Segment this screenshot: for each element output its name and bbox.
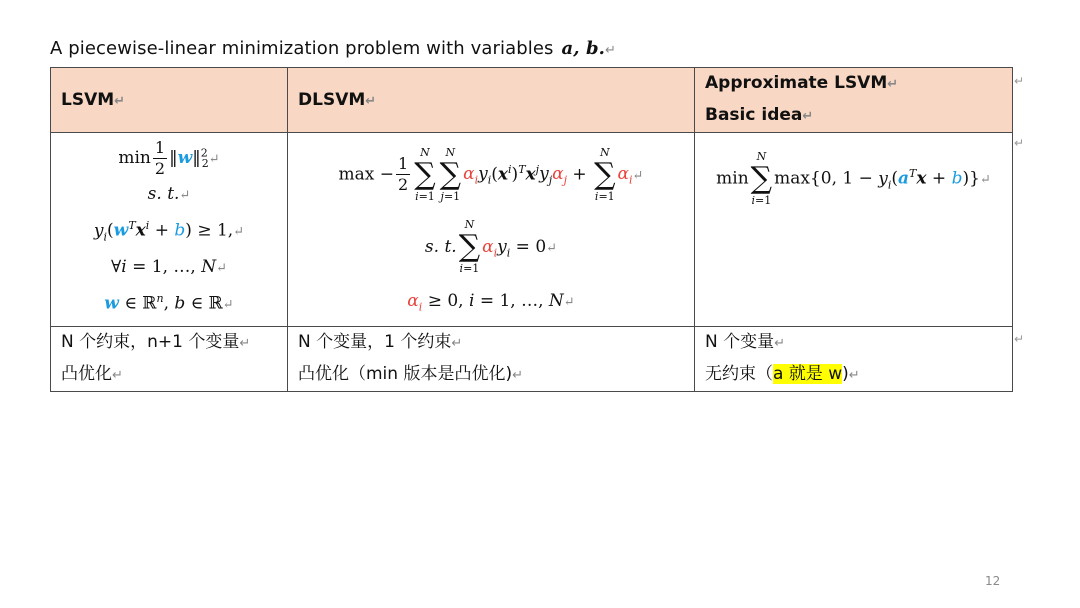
notes-row [51, 327, 1013, 392]
header-dlsvm: DLSVM↵ [288, 68, 695, 133]
row-end-mark-icon: ↵ [1014, 136, 1025, 150]
row-end-mark-icon: ↵ [1014, 332, 1025, 346]
intro-vars: a, b. [561, 38, 606, 59]
header-approx-title: Approximate LSVM [705, 73, 888, 93]
header-approx-subtitle: Basic idea [705, 105, 803, 125]
dlsvm-constraint: s. t. N ∑ i=1 $\alpha_iy_i$ = 0↵ [424, 218, 558, 276]
lsvm-constraint: $y_i(w^Tx^i + b)$ ≥ 1,↵ [93, 219, 245, 244]
header-lsvm: LSVM↵ [51, 68, 288, 133]
approx-formula [695, 133, 1013, 327]
dlsvm-objective: max − $\frac{1}{2}$ N ∑ i=1 N ∑ j=1 $\alpha_iy_i(x^i)^Tx^jy_j\alpha_j$ + N ∑ i=1 $\alpha_i↵$ [338, 145, 644, 203]
notes-approx: N 个变量↵ 无约束（a 就是 w)↵ [695, 327, 1013, 392]
lsvm-formula [51, 133, 288, 327]
row-end-mark-icon: ↵ [1014, 74, 1025, 88]
highlighted-text: a 就是 w [773, 364, 843, 384]
intro-text: A piecewise-linear minimization problem with variables [50, 38, 554, 59]
approx-objective: min N ∑ i=1 max{0, $1 - y_i(a^Tx$ + b)}↵ [716, 150, 991, 208]
dlsvm-nonneg: $\alpha_i \ge 0$, i = 1, …, N↵ [407, 291, 575, 314]
lsvm-domain: w ∈ ℝ$^n$, b ∈ ℝ↵ [104, 292, 234, 315]
formula-row [51, 133, 1013, 327]
lsvm-objective: min $\frac{1}{2}$ ‖w‖$^2_2$↵ [118, 137, 220, 178]
notes-lsvm: N 个约束，n+1 个变量↵ 凸优化↵ [51, 327, 288, 392]
header-approx: Approximate LSVM↵ Basic idea↵ [695, 68, 1013, 133]
header-row [51, 68, 1013, 133]
intro-line [50, 38, 616, 59]
comparison-table [50, 67, 1013, 392]
notes-dlsvm: N 个变量，1 个约束↵ 凸优化（min 版本是凸优化)↵ [288, 327, 695, 392]
lsvm-st: s. t.↵ [147, 184, 191, 205]
paragraph-mark-icon: ↵ [605, 43, 617, 58]
lsvm-forall: ∀i = 1, …, N↵ [111, 257, 227, 278]
dlsvm-formula [288, 133, 695, 327]
page-number: 12 [985, 574, 1001, 588]
